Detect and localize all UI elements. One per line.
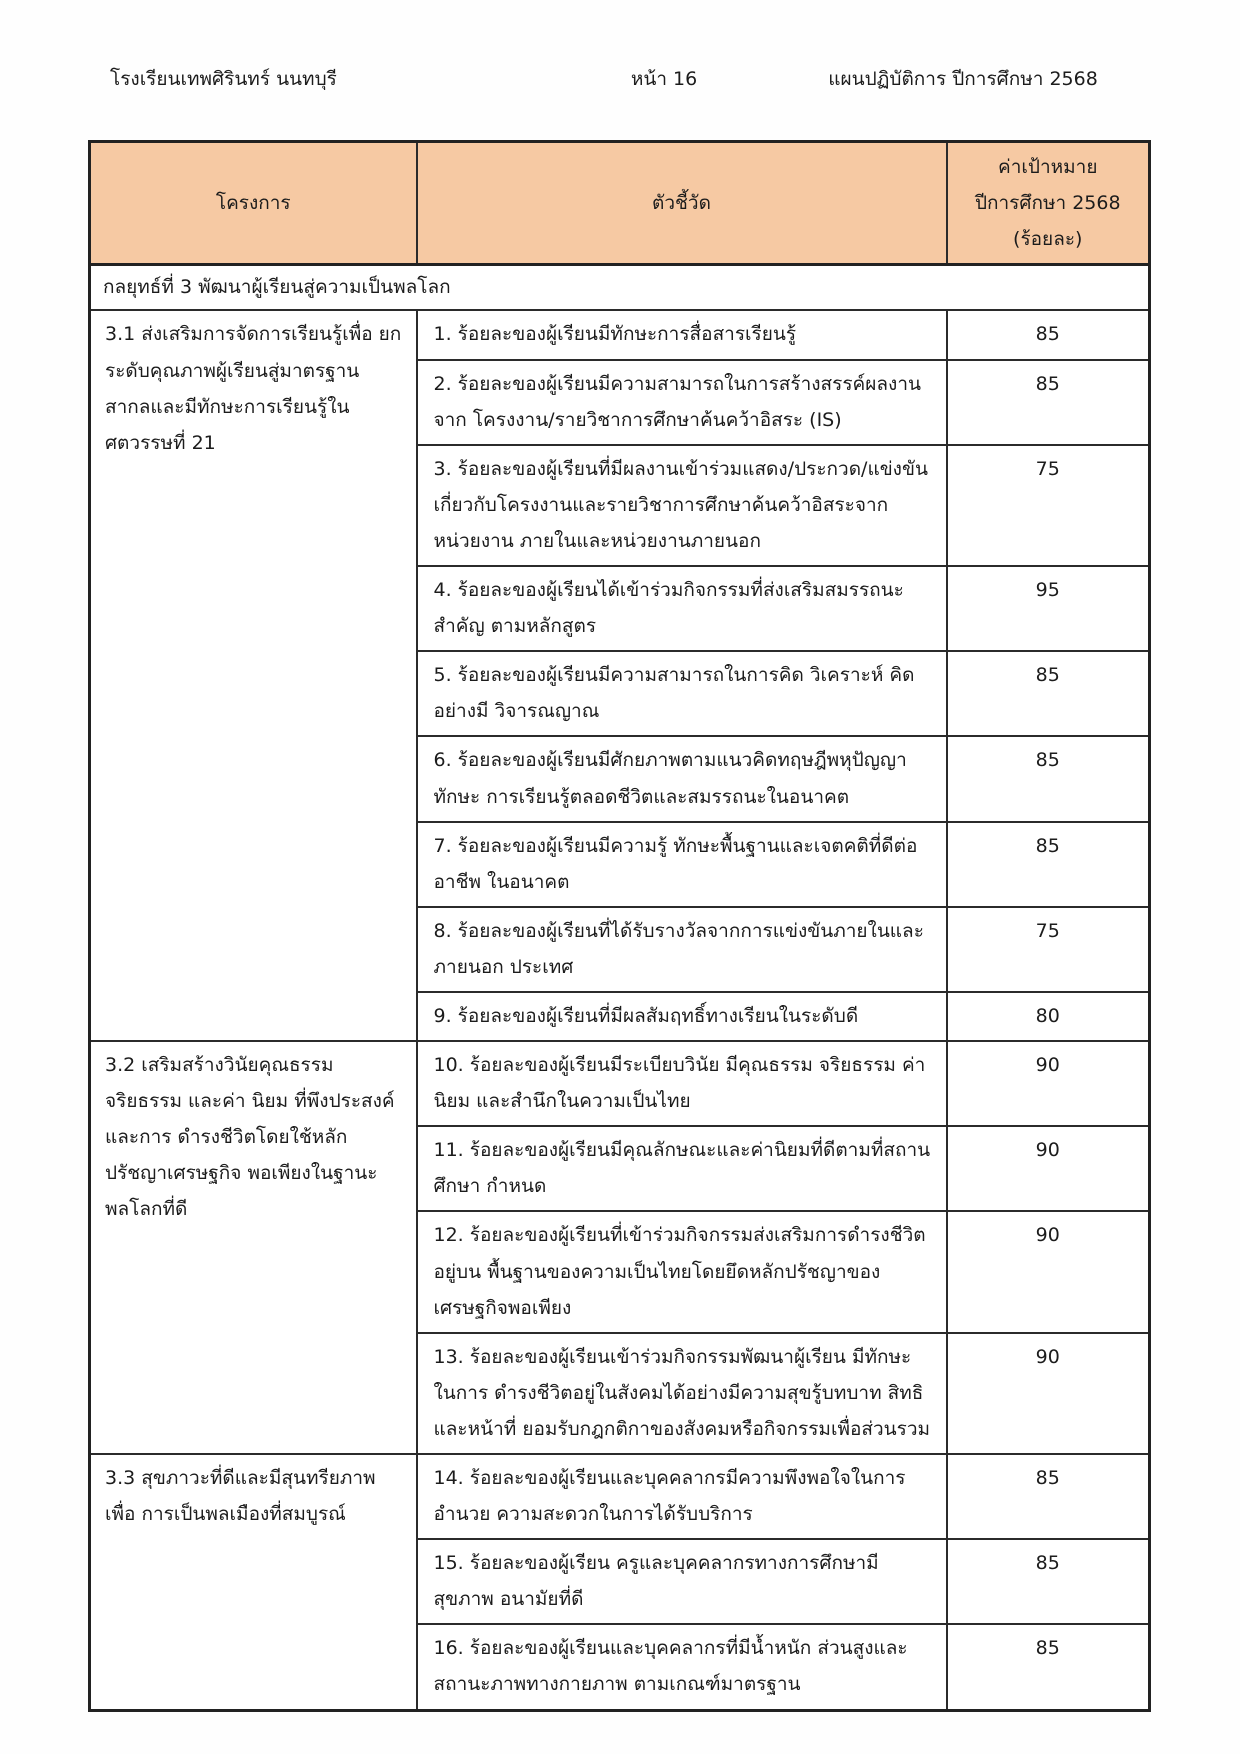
target-value-cell: 90 [947, 1126, 1150, 1211]
indicator-cell: 4. ร้อยละของผู้เรียนได้เข้าร่วมกิจกรรมที่ส่งเสริมสมรรถนะสำคัญ ตามหลักสูตร [417, 566, 947, 651]
table-row [90, 1041, 1150, 1126]
target-value-cell: 75 [947, 907, 1150, 992]
target-value-cell: 85 [947, 736, 1150, 821]
target-value-cell: 85 [947, 651, 1150, 736]
target-value-cell: 85 [947, 1624, 1150, 1710]
target-value-cell: 85 [947, 310, 1150, 359]
school-name: โรงเรียนเทพศิรินทร์ นนทบุรี [110, 68, 337, 90]
strategy-row [90, 265, 1150, 311]
target-value-cell: 85 [947, 360, 1150, 445]
indicator-table-body [90, 142, 1150, 1711]
target-value-cell: 85 [947, 1539, 1150, 1624]
table-row [90, 1454, 1150, 1539]
indicator-cell: 14. ร้อยละของผู้เรียนและบุคคลากรมีความพึงพอใจในการอำนวย ความสะดวกในการได้รับบริการ [417, 1454, 947, 1539]
target-value-cell: 75 [947, 445, 1150, 566]
column-header-indicator: ตัวชี้วัด [417, 142, 947, 265]
page-running-header [110, 66, 1136, 93]
target-value-cell: 90 [947, 1041, 1150, 1126]
target-value-cell: 85 [947, 1454, 1150, 1539]
project-cell: 3.3 สุขภาวะที่ดีและมีสุนทรียภาพเพื่อ การเป็นพลเมืองที่สมบูรณ์ [90, 1454, 417, 1710]
plan-title: แผนปฏิบัติการ ปีการศึกษา 2568 [828, 68, 1098, 90]
target-value-cell: 90 [947, 1211, 1150, 1332]
indicator-cell: 7. ร้อยละของผู้เรียนมีความรู้ ทักษะพื้นฐานและเจตคติที่ดีต่ออาชีพ ในอนาคต [417, 822, 947, 907]
indicator-cell: 8. ร้อยละของผู้เรียนที่ได้รับรางวัลจากการแข่งขันภายในและ ภายนอก ประเทศ [417, 907, 947, 992]
table-header-row [90, 142, 1150, 265]
indicator-cell: 1. ร้อยละของผู้เรียนมีทักษะการสื่อสารเรียนรู้ [417, 310, 947, 359]
indicator-cell: 16. ร้อยละของผู้เรียนและบุคคลากรที่มีน้ำหนัก ส่วนสูงและ สถานะภาพทางกายภาพ ตามเกณฑ์มาตรฐาน [417, 1624, 947, 1710]
indicator-cell: 15. ร้อยละของผู้เรียน ครูและบุคคลากรทางการศึกษามีสุขภาพ อนามัยที่ดี [417, 1539, 947, 1624]
column-header-target [947, 142, 1150, 265]
indicator-cell: 12. ร้อยละของผู้เรียนที่เข้าร่วมกิจกรรมส่งเสริมการดำรงชีวิตอยู่บน พื้นฐานของความเป็นไทยโดยยึดหลักปรัชญาของเศรษฐกิจพอเพียง [417, 1211, 947, 1332]
column-header-project: โครงการ [90, 142, 417, 265]
target-value-cell: 85 [947, 822, 1150, 907]
project-cell: 3.1 ส่งเสริมการจัดการเรียนรู้เพื่อ ยกระดับคุณภาพผู้เรียนสู่มาตรฐาน สากลและมีทักษะการเรียนรู้ใน ศตวรรษที่ 21 [90, 310, 417, 1041]
indicator-cell: 10. ร้อยละของผู้เรียนมีระเบียบวินัย มีคุณธรรม จริยธรรม ค่านิยม และสำนึกในความเป็นไทย [417, 1041, 947, 1126]
target-value-cell: 80 [947, 992, 1150, 1041]
target-header-line-3: (ร้อยละ) [1013, 228, 1083, 251]
project-cell: 3.2 เสริมสร้างวินัยคุณธรรม จริยธรรม และค่า นิยม ที่พึงประสงค์และการ ดำรงชีวิตโดยใช้หลัก ปรัชญาเศรษฐกิจ พอเพียงในฐานะพลโลกที่ดี [90, 1041, 417, 1454]
indicator-cell: 9. ร้อยละของผู้เรียนที่มีผลสัมฤทธิ์ทางเรียนในระดับดี [417, 992, 947, 1041]
indicator-cell: 13. ร้อยละของผู้เรียนเข้าร่วมกิจกรรมพัฒนาผู้เรียน มีทักษะในการ ดำรงชีวิตอยู่ในสังคมได้อย่างมีความสุขรู้บทบาท สิทธิ และหน้าที่ ยอมรับกฎกติกาของสังคมหรือกิจกรรมเพื่อส่วนรวม [417, 1333, 947, 1454]
page-number: หน้า 16 [630, 68, 698, 90]
table-row [90, 310, 1150, 359]
indicator-cell: 6. ร้อยละของผู้เรียนมีศักยภาพตามแนวคิดทฤษฎีพหุปัญญา ทักษะ การเรียนรู้ตลอดชีวิตและสมรรถนะในอนาคต [417, 736, 947, 821]
target-value-cell: 90 [947, 1333, 1150, 1454]
indicator-cell: 11. ร้อยละของผู้เรียนมีคุณลักษณะและค่านิยมที่ดีตามที่สถานศึกษา กำหนด [417, 1126, 947, 1211]
indicator-cell: 3. ร้อยละของผู้เรียนที่มีผลงานเข้าร่วมแสดง/ประกวด/แข่งขัน เกี่ยวกับโครงงานและรายวิชาการศึกษาค้นคว้าอิสระจากหน่วยงาน ภายในและหน่วยงานภายนอก [417, 445, 947, 566]
target-header-line-1: ค่าเป้าหมาย [998, 156, 1098, 178]
indicator-table [88, 140, 1151, 1712]
indicator-cell: 2. ร้อยละของผู้เรียนมีความสามารถในการสร้างสรรค์ผลงานจาก โครงงาน/รายวิชาการศึกษาค้นคว้าอิสระ (IS) [417, 360, 947, 445]
indicator-cell: 5. ร้อยละของผู้เรียนมีความสามารถในการคิด วิเคราะห์ คิดอย่างมี วิจารณญาณ [417, 651, 947, 736]
target-header-line-2: ปีการศึกษา 2568 [974, 192, 1121, 215]
target-value-cell: 95 [947, 566, 1150, 651]
strategy-title: กลยุทธ์ที่ 3 พัฒนาผู้เรียนสู่ความเป็นพลโลก [90, 265, 1150, 311]
